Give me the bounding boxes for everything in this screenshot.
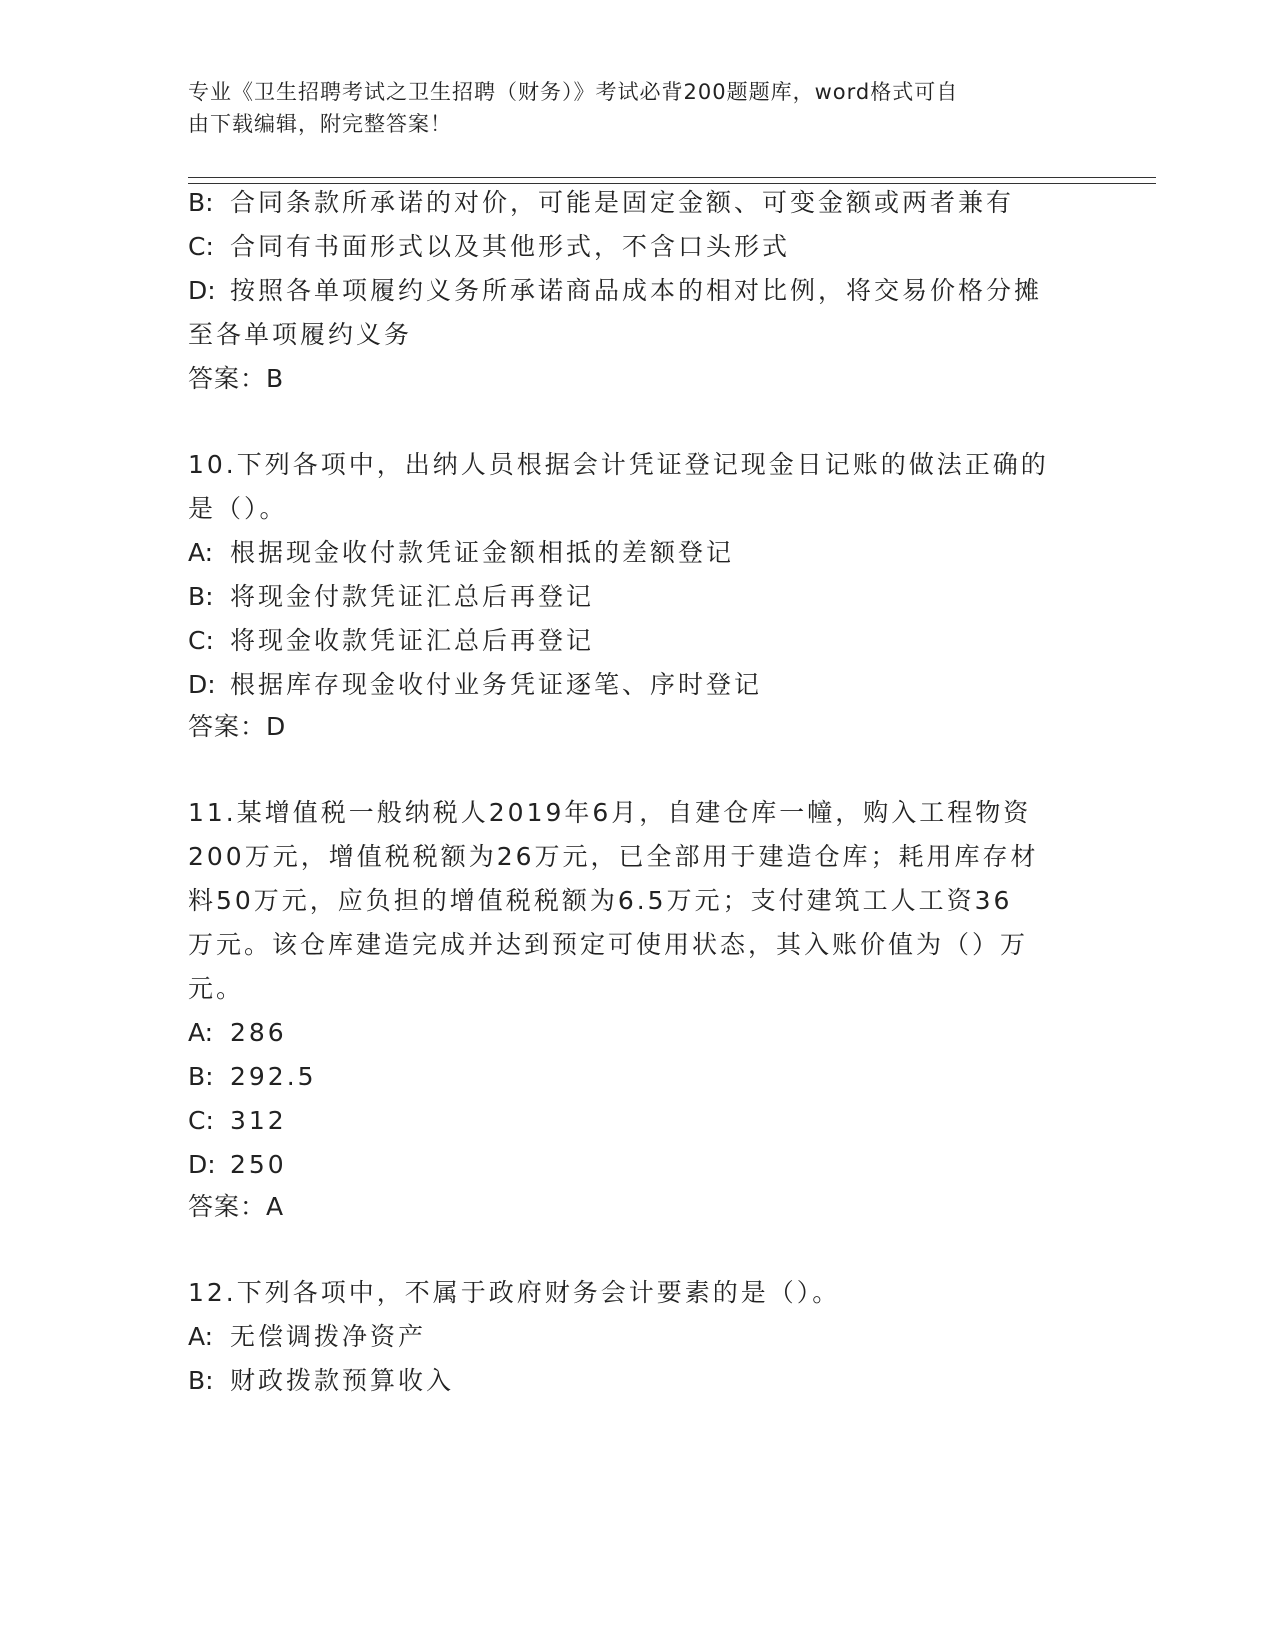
q10-stem-line-2: 是（）。 — [188, 494, 288, 523]
option-text: 根据库存现金收付业务凭证逐笔、序时登记 — [230, 670, 763, 699]
q10-stem-line-1: 10.下列各项中，出纳人员根据会计凭证登记现金日记账的做法正确的 — [188, 450, 1049, 479]
option-key: C: — [188, 232, 214, 261]
option-key: A: — [188, 1018, 214, 1047]
q10-option-c — [188, 618, 1088, 664]
option-text: 按照各单项履约义务所承诺商品成本的相对比例，将交易价格分摊 — [230, 276, 1043, 305]
option-text: 将现金收款凭证汇总后再登记 — [230, 626, 595, 655]
q10-option-a — [188, 530, 1088, 576]
q9-answer: 答案：B — [188, 364, 285, 393]
option-key: B: — [188, 188, 214, 217]
option-text: 合同条款所承诺的对价，可能是固定金额、可变金额或两者兼有 — [230, 188, 1015, 217]
option-key: C: — [188, 1106, 214, 1135]
option-text: 286 — [230, 1018, 287, 1047]
option-text: 将现金付款凭证汇总后再登记 — [230, 582, 595, 611]
q12-option-b — [188, 1358, 1088, 1404]
q11-stem-line-3: 料50万元，应负担的增值税税额为6.5万元；支付建筑工人工资36 — [188, 886, 1013, 915]
option-key: D: — [188, 1150, 216, 1179]
option-key: D: — [188, 670, 216, 699]
header-line-1: 专业《卫生招聘考试之卫生招聘（财务）》考试必背200题题库，word格式可自 — [188, 80, 959, 104]
header-divider-top — [188, 177, 1156, 178]
q10-answer: 答案：D — [188, 712, 287, 741]
option-key: D: — [188, 276, 216, 305]
option-key: A: — [188, 1322, 214, 1351]
option-text: 292.5 — [230, 1062, 317, 1091]
document-header — [188, 76, 1078, 140]
q12-stem-line-1: 12.下列各项中，不属于政府财务会计要素的是（）。 — [188, 1278, 841, 1307]
q12-option-a — [188, 1314, 1088, 1360]
q9-option-d-continued: 至各单项履约义务 — [188, 320, 413, 349]
q11-option-c — [188, 1098, 1088, 1144]
q11-stem-line-2: 200万元，增值税税额为26万元，已全部用于建造仓库；耗用库存材 — [188, 842, 1039, 871]
option-text: 合同有书面形式以及其他形式，不含口头形式 — [230, 232, 791, 261]
q10-option-b — [188, 574, 1088, 620]
option-key: B: — [188, 1062, 214, 1091]
q9-option-c — [188, 224, 1088, 270]
option-key: C: — [188, 626, 214, 655]
option-key: B: — [188, 1366, 214, 1395]
q9-option-b — [188, 180, 1088, 226]
option-text: 无偿调拨净资产 — [230, 1322, 427, 1351]
q11-answer: 答案：A — [188, 1192, 285, 1221]
option-key: B: — [188, 582, 214, 611]
q11-stem-line-1: 11.某增值税一般纳税人2019年6月，自建仓库一幢，购入工程物资 — [188, 798, 1032, 827]
q11-option-d — [188, 1142, 1088, 1188]
header-line-2: 由下载编辑，附完整答案！ — [188, 112, 452, 136]
q11-option-b — [188, 1054, 1088, 1100]
q9-option-d — [188, 268, 1088, 314]
option-key: A: — [188, 538, 214, 567]
q11-stem-line-5: 元。 — [188, 974, 245, 1003]
q11-stem-line-4: 万元。该仓库建造完成并达到预定可使用状态，其入账价值为（）万 — [188, 930, 1029, 959]
option-text: 250 — [230, 1150, 287, 1179]
option-text: 根据现金收付款凭证金额相抵的差额登记 — [230, 538, 735, 567]
option-text: 312 — [230, 1106, 287, 1135]
option-text: 财政拨款预算收入 — [230, 1366, 455, 1395]
q10-option-d — [188, 662, 1088, 708]
q11-option-a — [188, 1010, 1088, 1056]
